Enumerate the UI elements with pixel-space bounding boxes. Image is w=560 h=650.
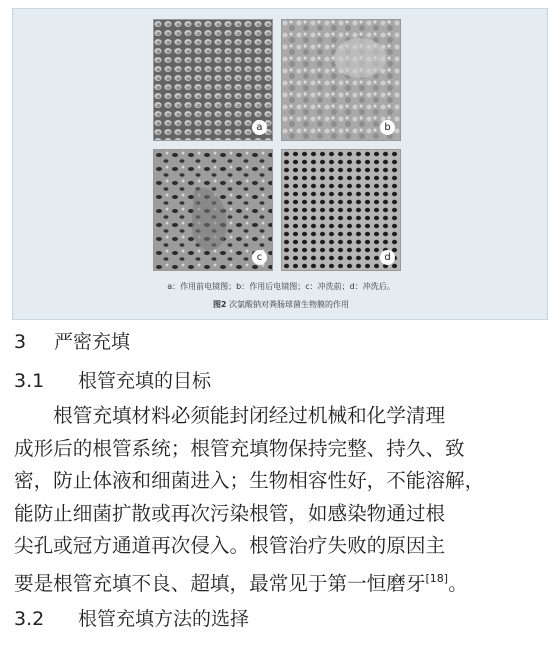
section-3-2-number: 3.2 bbox=[14, 608, 45, 630]
panel-label-b: b bbox=[380, 120, 395, 135]
section-3-number: 3 bbox=[14, 331, 27, 353]
section-3-heading bbox=[14, 327, 130, 354]
paragraph-line: 尖孔或冠方通道再次侵入。根管治疗失败的原因主 bbox=[14, 534, 446, 557]
section-3-title: 严密充填 bbox=[54, 331, 131, 353]
body-paragraph bbox=[14, 400, 554, 600]
sem-panel-d bbox=[281, 149, 401, 271]
sem-panel-c bbox=[153, 149, 273, 271]
figure-legend: a：作用前电镜图；b：作用后电镜图；c：冲洗前；d：冲洗后。 bbox=[167, 282, 395, 291]
section-3-1-title: 根管充填的目标 bbox=[78, 370, 212, 392]
panel-label-d: d bbox=[380, 250, 395, 265]
section-3-2-heading bbox=[14, 604, 249, 631]
figure-caption bbox=[13, 299, 549, 310]
sem-panel-a bbox=[153, 19, 273, 141]
paragraph-line: 能防止细菌扩散或再次污染根管，如感染物通过根 bbox=[14, 501, 446, 525]
paragraph-line: 根管充填材料必须能封闭经过机械和化学清理 bbox=[14, 404, 446, 427]
panel-label-a: a bbox=[252, 120, 267, 135]
paragraph-last-line bbox=[14, 563, 554, 601]
citation-superscript: [18] bbox=[425, 571, 449, 585]
figure-caption-number: 图2 bbox=[212, 300, 227, 309]
sem-panel-b bbox=[281, 19, 401, 141]
figure bbox=[12, 8, 548, 320]
section-3-1-heading bbox=[14, 366, 211, 393]
figure-caption-text: 次氯酸钠对粪肠球菌生物膜的作用 bbox=[229, 300, 350, 309]
paragraph-line-text: 要是根管充填不良、超填，最常见于第一恒磨牙 bbox=[14, 571, 426, 595]
paragraph-line: 密，防止体液和细菌进入；生物相容性好，不能溶解， bbox=[14, 469, 485, 492]
paragraph-end-punct: 。 bbox=[448, 571, 468, 595]
section-3-2-title: 根管充填方法的选择 bbox=[78, 608, 250, 630]
panel-label-c: c bbox=[252, 250, 267, 265]
section-3-1-number: 3.1 bbox=[14, 370, 45, 392]
paragraph-line: 成形后的根管系统；根管充填物保持完整、持久、致 bbox=[14, 436, 465, 460]
